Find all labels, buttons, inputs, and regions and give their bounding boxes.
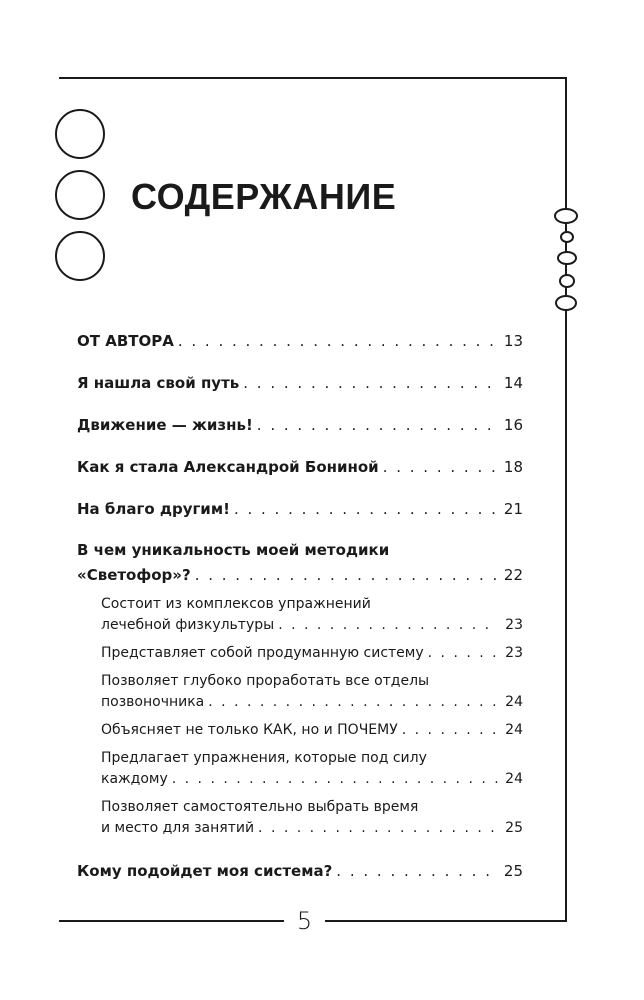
page-number: 5 bbox=[296, 907, 313, 935]
toc-entry-komu-podoydet[interactable] bbox=[77, 862, 523, 880]
toc-entry-page: 16 bbox=[503, 416, 523, 434]
toc-entry-title-line2: «Светофор»? bbox=[77, 566, 191, 584]
toc-leader-dots bbox=[257, 416, 499, 434]
toc-entry-page: 14 bbox=[503, 374, 523, 392]
toc-entry-page: 21 bbox=[503, 500, 523, 518]
toc-subentry-pod-silu-kazhdomu[interactable] bbox=[101, 771, 523, 787]
toc-leader-dots bbox=[336, 862, 499, 880]
toc-leader-dots bbox=[195, 566, 499, 584]
toc-subentry-page: 25 bbox=[505, 820, 523, 836]
toc-leader-dots bbox=[278, 617, 499, 633]
toc-entry-page: 18 bbox=[503, 458, 523, 476]
toc-entry-title: ОТ АВТОРА bbox=[77, 332, 174, 350]
toc-subentry-page: 24 bbox=[505, 722, 523, 738]
toc-leader-dots bbox=[258, 820, 499, 836]
toc-subentry-page: 24 bbox=[505, 771, 523, 787]
toc-entry-dvizhenie-zhizn[interactable] bbox=[77, 416, 523, 434]
toc-entry-title: Кому подойдет моя система? bbox=[77, 862, 333, 880]
toc-subentry-title-line2: и место для занятий bbox=[101, 820, 255, 836]
toc-entry-page: 25 bbox=[503, 862, 523, 880]
toc-leader-dots bbox=[383, 458, 499, 476]
toc-subentry-page: 24 bbox=[505, 694, 523, 710]
toc-entry-title: Я нашла свой путь bbox=[77, 374, 240, 392]
toc-subentry-kak-i-pochemu[interactable] bbox=[101, 722, 523, 738]
toc-entry-ya-nashla-svoy-put[interactable] bbox=[77, 374, 523, 392]
toc-entry-kak-ya-stala[interactable] bbox=[77, 458, 523, 476]
toc-entry-page: 22 bbox=[503, 566, 523, 584]
toc-subentry-title-line1: Позволяет глубоко проработать все отделы bbox=[101, 673, 430, 689]
toc-entry-title-line1: В чем уникальность моей методики bbox=[77, 541, 390, 559]
toc-subentry-title: Представляет собой продуманную систему bbox=[101, 645, 424, 661]
toc-leader-dots bbox=[178, 332, 499, 350]
toc-subentry-sostoit-iz-kompleksov[interactable] bbox=[101, 617, 523, 633]
toc-entry-title: Движение — жизнь! bbox=[77, 416, 253, 434]
toc-subentry-produmannaya-sistema[interactable] bbox=[101, 645, 523, 661]
toc-subentry-title-line2: каждому bbox=[101, 771, 168, 787]
toc-leader-dots bbox=[402, 722, 499, 738]
toc-subentry-title-line2: позвоночника bbox=[101, 694, 205, 710]
toc-leader-dots bbox=[234, 500, 499, 518]
toc-leader-dots bbox=[428, 645, 499, 661]
toc-subentry-title-line1: Состоит из комплексов упражнений bbox=[101, 596, 371, 612]
toc-subentry-title-line2: лечебной физкультуры bbox=[101, 617, 275, 633]
toc-entry-unikalnost-metodiki[interactable] bbox=[77, 566, 523, 584]
toc-subentry-page: 23 bbox=[505, 617, 523, 633]
toc-subentry-vremya-i-mesto[interactable] bbox=[101, 820, 523, 836]
toc-entry-na-blago-drugim[interactable] bbox=[77, 500, 523, 518]
toc-subentry-title-line1: Позволяет самостоятельно выбрать время bbox=[101, 799, 419, 815]
toc-entry-page: 13 bbox=[503, 332, 523, 350]
toc-leader-dots bbox=[172, 771, 499, 787]
toc-entry-title: На благо другим! bbox=[77, 500, 230, 518]
toc-subentry-title: Объясняет не только КАК, но и ПОЧЕМУ bbox=[101, 722, 398, 738]
page-title: СОДЕРЖАНИЕ bbox=[131, 176, 397, 217]
toc-entry-title: Как я стала Александрой Бониной bbox=[77, 458, 379, 476]
toc-entry-ot-avtora[interactable] bbox=[77, 332, 523, 350]
toc-subentry-title-line1: Предлагает упражнения, которые под силу bbox=[101, 750, 427, 766]
toc-leader-dots bbox=[208, 694, 499, 710]
toc-subentry-page: 23 bbox=[505, 645, 523, 661]
toc-leader-dots bbox=[243, 374, 499, 392]
toc-subentry-prorabotat-otdely[interactable] bbox=[101, 694, 523, 710]
